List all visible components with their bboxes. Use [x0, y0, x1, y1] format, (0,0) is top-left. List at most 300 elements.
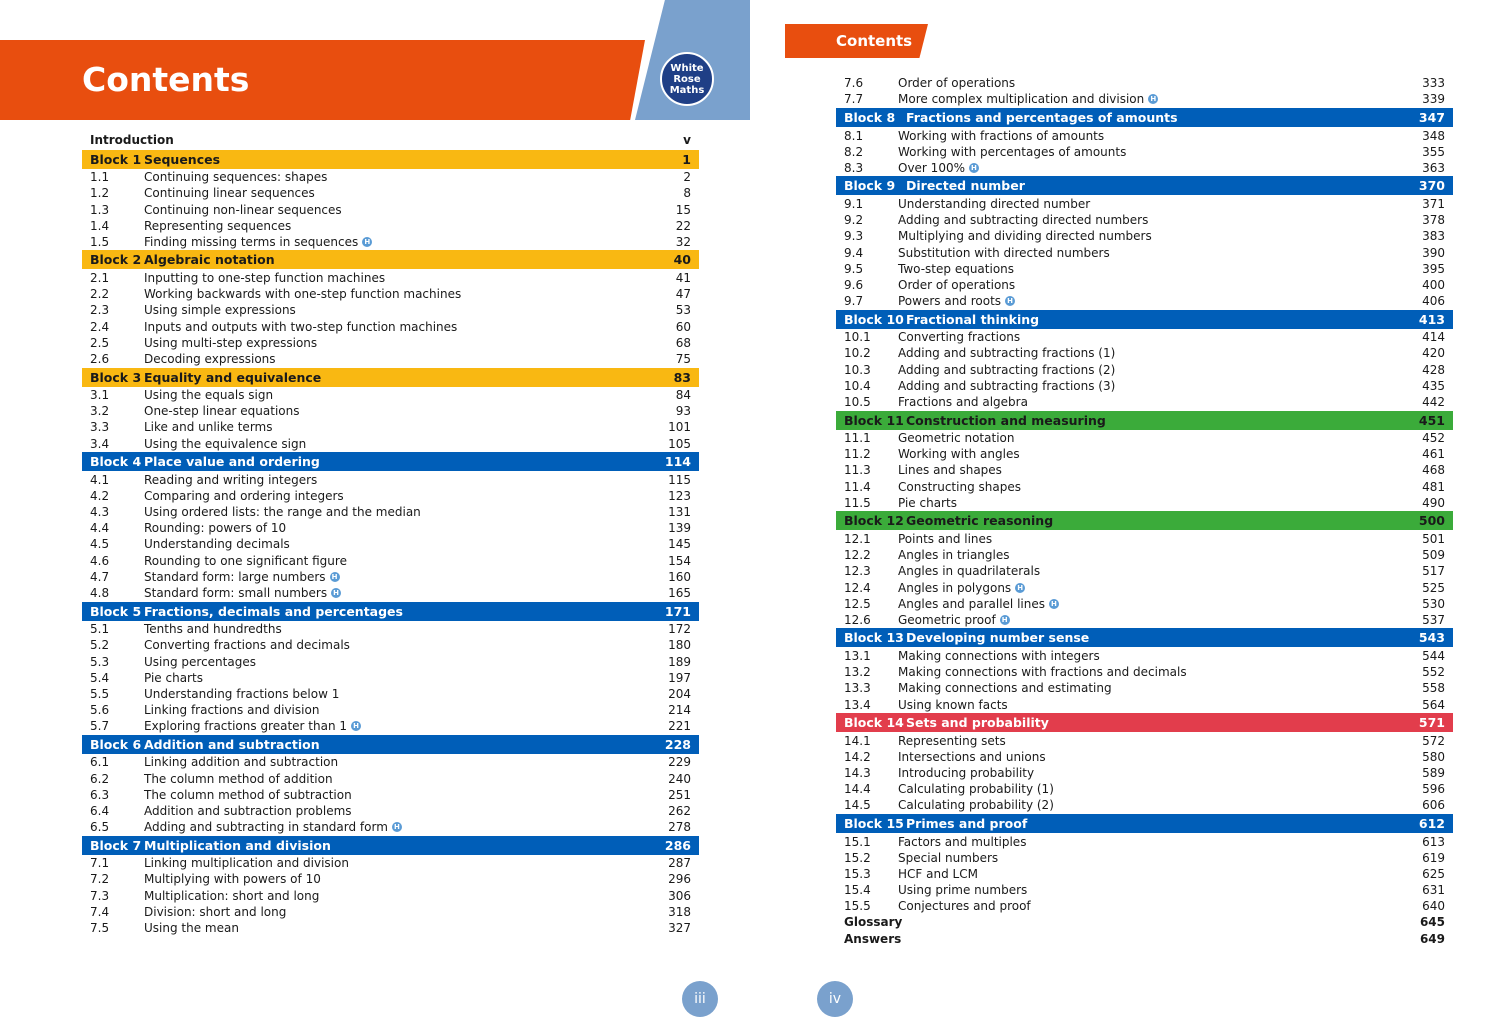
entry-title — [898, 866, 1393, 882]
entry-title-text: Understanding fractions below 1 — [144, 686, 340, 701]
block-title: Place value and ordering — [144, 454, 320, 470]
toc-entry[interactable] — [82, 520, 699, 536]
entry-number: 15.4 — [844, 883, 871, 898]
entry-title-text: Substitution with directed numbers — [898, 245, 1110, 260]
entry-number: 8.2 — [844, 144, 864, 159]
toc-entry[interactable] — [82, 553, 699, 569]
toc-entry[interactable] — [82, 770, 699, 786]
introduction-entry[interactable] — [82, 131, 699, 149]
block-header[interactable] — [836, 176, 1453, 195]
entry-title-text: Introducing probability — [898, 766, 1035, 781]
entry-number: 2.2 — [90, 287, 110, 302]
entry-title — [144, 488, 639, 504]
entry-title — [898, 277, 1393, 293]
entry-title — [144, 520, 639, 536]
entry-page: 327 — [668, 920, 691, 935]
toc-entry[interactable] — [82, 403, 699, 419]
entry-number: 3.1 — [90, 388, 110, 403]
entry-page: 580 — [1422, 750, 1445, 765]
toc-entry[interactable] — [836, 749, 1453, 765]
entry-title — [144, 787, 639, 803]
toc-entry[interactable] — [82, 819, 699, 835]
toc-entry[interactable] — [82, 169, 699, 185]
toc-entry[interactable] — [836, 261, 1453, 277]
block-label: Block 3 — [90, 369, 142, 385]
toc-entry[interactable] — [82, 270, 699, 286]
entry-title-text: Using the equivalence sign — [144, 436, 307, 451]
block-page: 370 — [1418, 178, 1445, 194]
block-title: Addition and subtraction — [144, 736, 320, 752]
entry-page: 461 — [1422, 447, 1445, 462]
entry-title-text: Pie charts — [144, 670, 203, 685]
toc-entry[interactable] — [836, 882, 1453, 898]
entry-page: 2 — [683, 170, 691, 185]
higher-tier-icon: H — [1000, 615, 1010, 625]
end-entry[interactable] — [836, 914, 1453, 930]
toc-entry[interactable] — [836, 733, 1453, 749]
entry-title-text: Comparing and ordering integers — [144, 489, 344, 504]
toc-entry[interactable] — [82, 787, 699, 803]
entry-page: 105 — [668, 436, 691, 451]
block-header[interactable] — [82, 150, 699, 169]
toc-entry[interactable] — [836, 144, 1453, 160]
entry-number: 11.3 — [844, 463, 871, 478]
entry-title-text: The column method of subtraction — [144, 787, 352, 802]
block-header[interactable] — [82, 836, 699, 855]
right-page-title: Contents — [836, 32, 913, 50]
entry-page: 613 — [1422, 834, 1445, 849]
toc-entry[interactable] — [836, 160, 1453, 176]
entry-page: 383 — [1422, 229, 1445, 244]
toc-entry[interactable] — [836, 648, 1453, 664]
entry-page: 564 — [1422, 697, 1445, 712]
entry-number: 14.5 — [844, 798, 871, 813]
entry-title-text: Making connections and estimating — [898, 681, 1112, 696]
toc-entry[interactable] — [836, 781, 1453, 797]
toc-entry[interactable] — [836, 596, 1453, 612]
toc-entry[interactable] — [836, 362, 1453, 378]
entry-page: 640 — [1422, 899, 1445, 914]
entry-page: 318 — [668, 904, 691, 919]
toc-entry[interactable] — [836, 797, 1453, 813]
toc-entry[interactable] — [82, 185, 699, 201]
entry-title-text: Decoding expressions — [144, 351, 276, 366]
entry-title — [898, 430, 1393, 446]
toc-entry[interactable] — [82, 504, 699, 520]
toc-entry[interactable] — [836, 378, 1453, 394]
entry-number: 11.1 — [844, 431, 871, 446]
entry-page: 221 — [668, 719, 691, 734]
block-header[interactable] — [836, 310, 1453, 329]
entry-title-text: Multiplying and dividing directed numbers — [898, 229, 1152, 244]
toc-entry[interactable] — [82, 201, 699, 217]
block-label: Block 7 — [90, 837, 142, 853]
logo-line-3: Maths — [669, 84, 705, 96]
toc-entry[interactable] — [82, 904, 699, 920]
entry-page: 452 — [1422, 431, 1445, 446]
entry-number: 10.2 — [844, 346, 871, 361]
block-title: Geometric reasoning — [906, 513, 1054, 529]
entry-title-text: Angles and parallel lines — [898, 596, 1045, 611]
toc-entry[interactable] — [836, 277, 1453, 293]
entry-page: 530 — [1422, 596, 1445, 611]
block-label: Block 14 — [844, 715, 904, 731]
block-header[interactable] — [836, 411, 1453, 430]
block-page: 543 — [1418, 630, 1445, 646]
block-page: 286 — [664, 837, 691, 853]
toc-entry[interactable] — [82, 335, 699, 351]
toc-entry[interactable] — [82, 585, 699, 601]
toc-entry[interactable] — [82, 488, 699, 504]
entry-page: 572 — [1422, 733, 1445, 748]
toc-entry[interactable] — [82, 754, 699, 770]
entry-title — [144, 686, 639, 702]
toc-entry[interactable] — [82, 702, 699, 718]
entry-title — [144, 803, 639, 819]
entry-title-text: Working with angles — [898, 447, 1020, 462]
entry-page: 296 — [668, 872, 691, 887]
entry-title-text: Rounding to one significant figure — [144, 553, 347, 568]
toc-entry[interactable] — [82, 387, 699, 403]
entry-title-text: Powers and roots — [898, 293, 1002, 308]
block-page: 171 — [664, 603, 691, 619]
entry-title-text: The column method of addition — [144, 771, 333, 786]
entry-page: 214 — [668, 702, 691, 717]
entry-title-text: Intersections and unions — [898, 750, 1046, 765]
toc-entry[interactable] — [836, 547, 1453, 563]
entry-title-text: Linking multiplication and division — [144, 856, 349, 871]
toc-entry[interactable] — [836, 329, 1453, 345]
entry-title-text: One-step linear equations — [144, 404, 300, 419]
entry-page: 262 — [668, 803, 691, 818]
entry-title — [144, 621, 639, 637]
entry-title — [144, 419, 639, 435]
toc-entry[interactable] — [82, 319, 699, 335]
entry-title-text: Special numbers — [898, 850, 999, 865]
toc-entry[interactable] — [82, 302, 699, 318]
toc-entry[interactable] — [836, 495, 1453, 511]
toc-entry[interactable] — [82, 621, 699, 637]
entry-title — [898, 531, 1393, 547]
entry-number: 10.3 — [844, 362, 871, 377]
entry-page: 53 — [675, 303, 691, 318]
entry-number: 4.4 — [90, 521, 110, 536]
block-header[interactable] — [836, 628, 1453, 647]
entry-page: 378 — [1422, 213, 1445, 228]
entry-page: 278 — [668, 819, 691, 834]
block-page: 40 — [673, 252, 691, 268]
entry-title-text: Division: short and long — [144, 904, 287, 919]
entry-page: 180 — [668, 638, 691, 653]
block-page: 83 — [673, 369, 691, 385]
entry-title — [144, 536, 639, 552]
entry-title-text: Using ordered lists: the range and the median — [144, 505, 421, 520]
toc-entry[interactable] — [82, 436, 699, 452]
toc-entry[interactable] — [82, 218, 699, 234]
entry-number: 7.2 — [90, 872, 110, 887]
entry-title — [144, 234, 639, 250]
entry-page: 84 — [675, 388, 691, 403]
entry-title-text: Reading and writing integers — [144, 472, 318, 487]
block-header[interactable] — [836, 511, 1453, 530]
entry-page: 197 — [668, 670, 691, 685]
entry-title — [144, 387, 639, 403]
block-header[interactable] — [836, 713, 1453, 732]
entry-title-text: Making connections with integers — [898, 649, 1100, 664]
entry-number: 13.1 — [844, 649, 871, 664]
toc-entry[interactable] — [836, 91, 1453, 107]
higher-tier-icon: H — [1049, 599, 1059, 609]
end-entry[interactable] — [836, 931, 1453, 947]
toc-entry[interactable] — [836, 664, 1453, 680]
entry-title — [898, 245, 1393, 261]
entry-title — [144, 202, 639, 218]
logo-line-2: Rose — [673, 73, 701, 85]
entry-number: 15.1 — [844, 834, 871, 849]
block-header[interactable] — [82, 250, 699, 269]
entry-title-text: Angles in polygons — [898, 580, 1012, 595]
entry-number: 11.2 — [844, 447, 871, 462]
entry-page: 145 — [668, 537, 691, 552]
entry-title — [144, 302, 639, 318]
toc-entry[interactable] — [836, 612, 1453, 628]
toc-entry[interactable] — [82, 871, 699, 887]
entry-page: 428 — [1422, 362, 1445, 377]
toc-entry[interactable] — [836, 479, 1453, 495]
entry-number: 1.1 — [90, 170, 110, 185]
entry-title-text: Conjectures and proof — [898, 899, 1031, 914]
toc-entry[interactable] — [836, 245, 1453, 261]
entry-title — [144, 169, 639, 185]
toc-entry[interactable] — [836, 563, 1453, 579]
toc-entry[interactable] — [836, 680, 1453, 696]
block-header[interactable] — [836, 814, 1453, 833]
block-title: Multiplication and division — [144, 837, 331, 853]
block-header[interactable] — [82, 452, 699, 471]
entry-title — [144, 218, 639, 234]
block-page: 500 — [1418, 513, 1445, 529]
toc-entry[interactable] — [82, 351, 699, 367]
entry-title-text: Order of operations — [898, 277, 1016, 292]
block-page: 1 — [682, 151, 691, 167]
entry-title-text: Rounding: powers of 10 — [144, 521, 287, 536]
toc-entry[interactable] — [82, 637, 699, 653]
higher-tier-icon: H — [351, 721, 361, 731]
toc-entry[interactable] — [836, 228, 1453, 244]
entry-title-text: Addition and subtraction problems — [144, 803, 352, 818]
entry-number: 9.7 — [844, 293, 864, 308]
entry-number: 5.6 — [90, 702, 110, 717]
entry-title — [898, 563, 1393, 579]
entry-title-text: Adding and subtracting fractions (3) — [898, 378, 1116, 393]
entry-page: 154 — [668, 553, 691, 568]
toc-entry[interactable] — [82, 718, 699, 734]
toc-entry[interactable] — [82, 920, 699, 936]
toc-entry[interactable] — [82, 888, 699, 904]
block-title: Fractions, decimals and percentages — [144, 603, 403, 619]
entry-number: 9.2 — [844, 213, 864, 228]
entry-page: 60 — [675, 319, 691, 334]
entry-page: 101 — [668, 420, 691, 435]
entry-title — [898, 362, 1393, 378]
higher-tier-icon: H — [362, 237, 372, 247]
toc-entry[interactable] — [836, 430, 1453, 446]
toc-entry[interactable] — [836, 127, 1453, 143]
entry-title-text: Understanding decimals — [144, 537, 290, 552]
entry-title — [898, 834, 1393, 850]
entry-title — [898, 228, 1393, 244]
toc-entry[interactable] — [836, 696, 1453, 712]
entry-title-text: Using the mean — [144, 920, 239, 935]
entry-title-text: Lines and shapes — [898, 463, 1002, 478]
entry-page: 165 — [668, 585, 691, 600]
entry-title-text: Inputting to one-step function machines — [144, 271, 386, 286]
block-page: 114 — [664, 454, 691, 470]
entry-title — [898, 479, 1393, 495]
toc-entry[interactable] — [82, 653, 699, 669]
entry-number: 11.4 — [844, 479, 871, 494]
toc-entry[interactable] — [82, 803, 699, 819]
entry-title-text: Like and unlike terms — [144, 420, 273, 435]
toc-entry[interactable] — [836, 850, 1453, 866]
entry-page: 339 — [1422, 92, 1445, 107]
block-label: Block 8 — [844, 109, 896, 125]
toc-entry[interactable] — [836, 866, 1453, 882]
toc-entry[interactable] — [836, 212, 1453, 228]
toc-entry[interactable] — [82, 569, 699, 585]
toc-entry[interactable] — [836, 75, 1453, 91]
toc-entry[interactable] — [836, 579, 1453, 595]
higher-tier-icon: H — [969, 163, 979, 173]
block-header[interactable] — [82, 368, 699, 387]
entry-page: 189 — [668, 654, 691, 669]
entry-title — [144, 855, 639, 871]
entry-number: 2.5 — [90, 335, 110, 350]
entry-title-text: Using known facts — [898, 697, 1008, 712]
block-title: Sets and probability — [906, 715, 1049, 731]
entry-title — [144, 871, 639, 887]
entry-title — [898, 394, 1393, 410]
toc-entry[interactable] — [836, 446, 1453, 462]
entry-title — [898, 261, 1393, 277]
entry-number: 2.3 — [90, 303, 110, 318]
entry-title — [898, 547, 1393, 563]
toc-right-column — [836, 75, 1453, 947]
toc-entry[interactable] — [836, 765, 1453, 781]
entry-number: 2.1 — [90, 271, 110, 286]
entry-number: 7.5 — [90, 920, 110, 935]
entry-page: 32 — [675, 234, 691, 249]
entry-page: 442 — [1422, 394, 1445, 409]
entry-page: 363 — [1422, 160, 1445, 175]
block-title: Primes and proof — [906, 816, 1028, 832]
toc-entry[interactable] — [82, 234, 699, 250]
block-label: Block 2 — [90, 252, 142, 268]
entry-title — [898, 648, 1393, 664]
block-label: Block 4 — [90, 454, 142, 470]
entry-page: 395 — [1422, 261, 1445, 276]
toc-entry[interactable] — [82, 686, 699, 702]
entry-number: 4.2 — [90, 489, 110, 504]
entry-number: 14.1 — [844, 733, 871, 748]
block-header[interactable] — [82, 602, 699, 621]
entry-number: 5.2 — [90, 638, 110, 653]
entry-title — [898, 91, 1393, 107]
entry-title-text: Representing sequences — [144, 218, 292, 233]
entry-title — [144, 270, 639, 286]
toc-entry[interactable] — [836, 345, 1453, 361]
entry-number: 1.5 — [90, 234, 110, 249]
entry-title — [144, 319, 639, 335]
entry-title-text: Over 100% — [898, 160, 965, 175]
toc-entry[interactable] — [836, 834, 1453, 850]
entry-page: 75 — [675, 351, 691, 366]
entry-number: 6.3 — [90, 787, 110, 802]
entry-title-text: Continuing sequences: shapes — [144, 170, 328, 185]
higher-tier-icon: H — [1015, 583, 1025, 593]
toc-entry[interactable] — [836, 898, 1453, 914]
entry-page: 348 — [1422, 128, 1445, 143]
block-label: Block 9 — [844, 178, 896, 194]
entry-number: 12.2 — [844, 548, 871, 563]
entry-title-text: Converting fractions — [898, 330, 1021, 345]
entry-number: 13.2 — [844, 665, 871, 680]
entry-title-text: Continuing linear sequences — [144, 186, 315, 201]
entry-number: 9.4 — [844, 245, 864, 260]
toc-entry[interactable] — [82, 670, 699, 686]
entry-title-text: Understanding directed number — [898, 197, 1091, 212]
toc-left-column — [82, 131, 699, 936]
entry-number: 4.8 — [90, 585, 110, 600]
toc-entry[interactable] — [836, 196, 1453, 212]
entry-page: 481 — [1422, 479, 1445, 494]
block-title: Directed number — [906, 178, 1025, 194]
block-header[interactable] — [836, 108, 1453, 127]
entry-number: 6.5 — [90, 819, 110, 834]
entry-number: 9.3 — [844, 229, 864, 244]
entry-title — [898, 128, 1393, 144]
block-page: 612 — [1418, 816, 1445, 832]
toc-entry[interactable] — [836, 293, 1453, 309]
toc-entry[interactable] — [82, 855, 699, 871]
entry-title-text: Linking addition and subtraction — [144, 755, 339, 770]
toc-entry[interactable] — [836, 531, 1453, 547]
entry-number: 5.5 — [90, 686, 110, 701]
entry-number: 2.6 — [90, 351, 110, 366]
entry-number: 3.2 — [90, 404, 110, 419]
entry-title — [144, 670, 639, 686]
toc-entry[interactable] — [836, 394, 1453, 410]
entry-title — [144, 585, 639, 601]
page-number-left: iii — [682, 981, 718, 1017]
block-header[interactable] — [82, 735, 699, 754]
entry-title-text: Points and lines — [898, 532, 993, 547]
entry-title-text: Factors and multiples — [898, 834, 1027, 849]
block-title: Algebraic notation — [144, 252, 275, 268]
entry-number: 6.1 — [90, 755, 110, 770]
toc-entry[interactable] — [82, 536, 699, 552]
block-page: 228 — [664, 736, 691, 752]
toc-entry[interactable] — [836, 462, 1453, 478]
entry-title-text: Angles in triangles — [898, 548, 1010, 563]
entry-title — [898, 75, 1393, 91]
entry-number: 7.7 — [844, 92, 864, 107]
toc-entry[interactable] — [82, 286, 699, 302]
entry-title-text: Geometric proof — [898, 612, 996, 627]
toc-entry[interactable] — [82, 472, 699, 488]
toc-entry[interactable] — [82, 419, 699, 435]
block-label: Block 11 — [844, 412, 904, 428]
